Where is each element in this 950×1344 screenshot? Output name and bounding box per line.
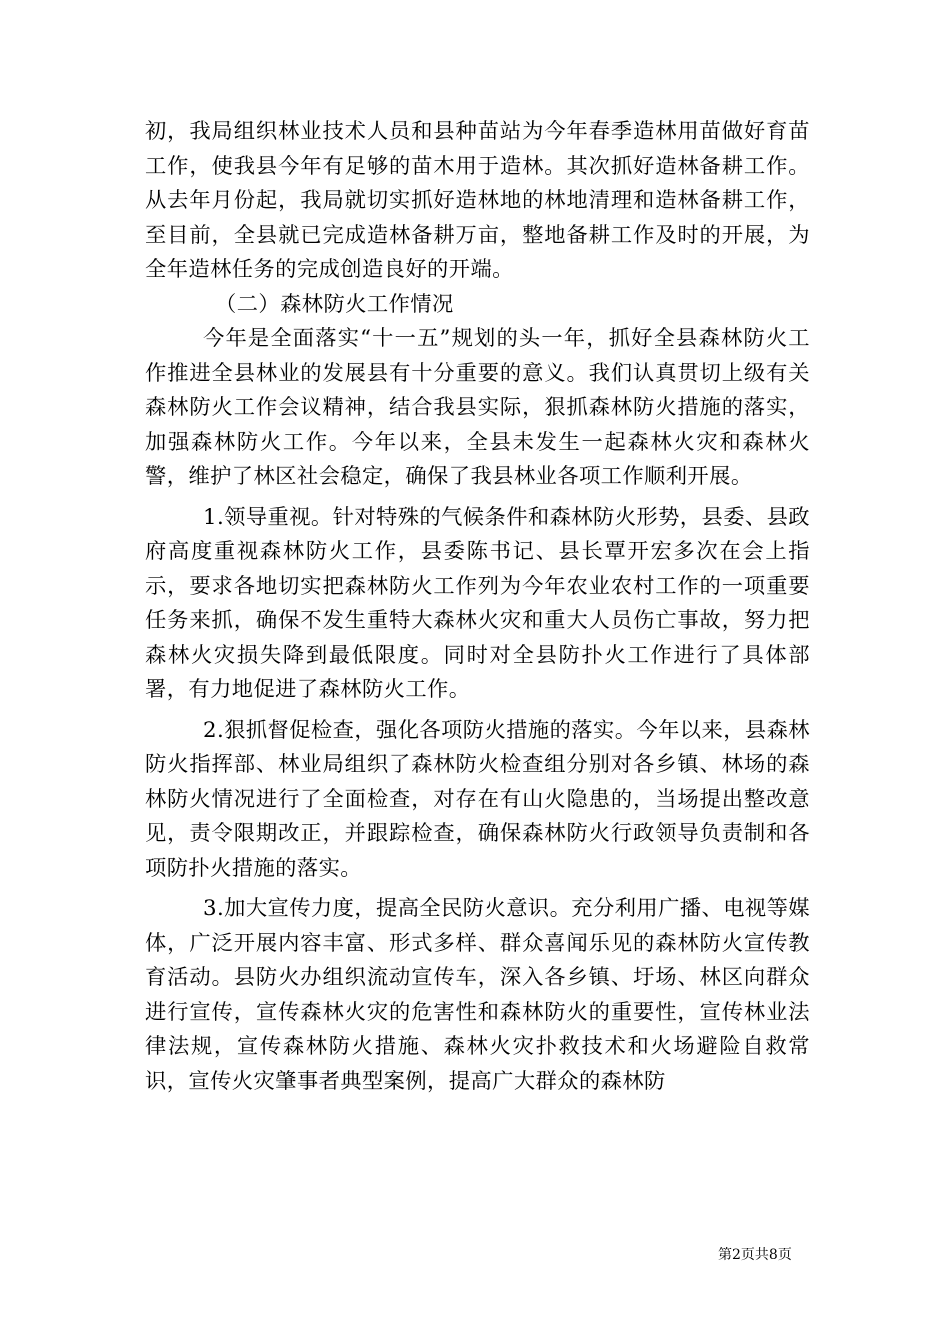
paragraph-item-2: 2.狠抓督促检查，强化各项防火措施的落实。今年以来，县森林防火指挥部、林业局组织了森林防火检查组分别对各乡镇、林场的森林防火情况进行了全面检查，对存在有山火隐患的，当场提出整改意见，责令限期改正，并跟踪检查，确保森林防火行政领导负责制和各项防扑火措施的落实。 bbox=[145, 717, 810, 881]
paragraph-intro: 今年是全面落实“十一五”规划的头一年，抓好全县森林防火工作推进全县林业的发展县有十分重要的意义。我们认真贯切上级有关森林防火工作会议精神，结合我县实际，狠抓森林防火措施的落实，加强森林防火工作。今年以来，全县未发生一起森林火灾和森林火警，维护了林区社会稳定，确保了我县林业各项工作顺利开展。 bbox=[145, 326, 810, 489]
page-number: 第2页共8页 bbox=[718, 1247, 792, 1263]
paragraph-item-1: 1.领导重视。针对特殊的气候条件和森林防火形势，县委、县政府高度重视森林防火工作，县委陈书记、县长覃开宏多次在会上指示，要求各地切实把森林防火工作列为今年农业农村工作的一项重要任务来抓，确保不发生重特大森林火灾和重大人员伤亡事故，努力把森林火灾损失降到最低限度。同时对全县防扑火工作进行了具体部署，有力地促进了森林防火工作。 bbox=[145, 504, 810, 702]
section-heading: （二）森林防火工作情况 bbox=[215, 291, 454, 317]
document-body bbox=[145, 115, 810, 1099]
paragraph-continuation: 初，我局组织林业技术人员和县种苗站为今年春季造林用苗做好育苗工作，使我县今年有足够的苗木用于造林。其次抓好造林备耕工作。从去年月份起，我局就切实抓好造林地的林地清理和造林备耕工作，至目前，全县就已完成造林备耕万亩，整地备耕工作及时的开展，为全年造林任务的完成创造良好的开端。 bbox=[145, 119, 810, 282]
paragraph-item-3: 3.加大宣传力度，提高全民防火意识。充分利用广播、电视等媒体，广泛开展内容丰富、形式多样、群众喜闻乐见的森林防火宣传教育活动。县防火办组织流动宣传车，深入各乡镇、圩场、林区向群众进行宣传，宣传森林火灾的危害性和森林防火的重要性，宣传林业法律法规，宣传森林防火措施、森林火灾扑救技术和火场避险自救常识，宣传火灾肇事者典型案例，提高广大群众的森林防 bbox=[145, 896, 810, 1094]
